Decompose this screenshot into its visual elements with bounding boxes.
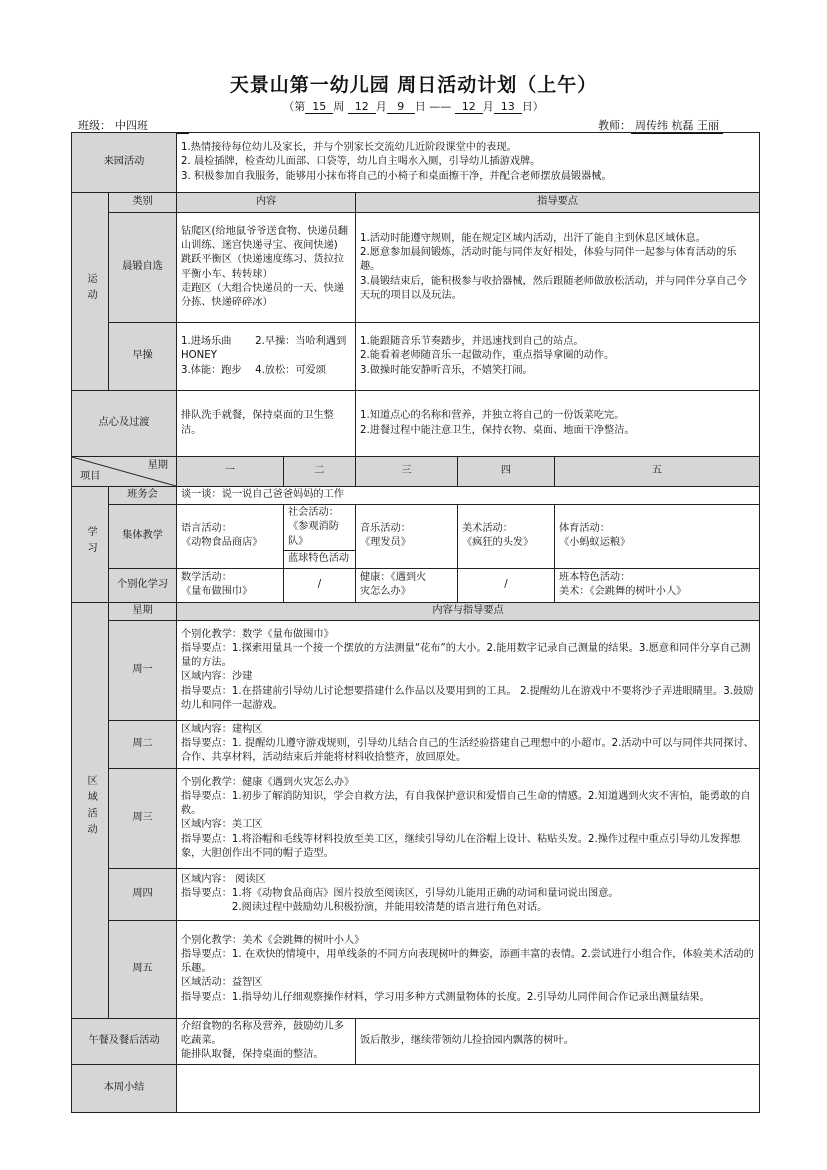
summary-content[interactable]: [177, 1064, 760, 1112]
individual-wed-line: 健康：《遇到火: [360, 572, 427, 584]
page-title: 天景山第一幼儿园 周日活动计划（上午）: [229, 74, 598, 96]
group-fri-line: 《小蚂蚁运粮》: [559, 537, 631, 549]
learning-section-label: [72, 487, 109, 603]
morning-guide-line: 1.活动时能遵守规则，能在规定区域内活动，出汗了能自主到休息区域休息。: [360, 232, 706, 244]
day-header-fri: 五: [555, 457, 760, 487]
individual-wed-line: 灾怎么办》: [360, 586, 411, 598]
arrival-content: [177, 133, 760, 193]
area-row-fri: [72, 920, 760, 1018]
area-line: 指导要点：1.将浴帽和毛线等材料投放至美工区，继续引导幼儿在浴帽上设计、粘贴头发。2.操作过程中重点引导幼儿发挥想象，大胆创作出不同的帽子造型。: [181, 833, 741, 859]
summary-row: [72, 1064, 760, 1112]
morning-content-line: 走跑区（大组合快递员的一天、快递分拣、快递碎碎冰）: [181, 282, 344, 309]
summary-label: 本周小结: [72, 1064, 177, 1112]
period-month-unit-1: 月: [375, 100, 387, 113]
area-line: 指导要点：1.初步了解消防知识，学会自救方法，有自我保护意识和爱惜自己生命的情感。2.知道遇到火灾不害怕，能勇敢的自救。: [181, 790, 751, 817]
area-section-label: [72, 602, 109, 1018]
period-open: （第: [283, 100, 306, 113]
group-wed-line: 音乐活动：: [360, 523, 411, 535]
area-line: 指导要点：1.将《动物食品商店》图片投放至阅读区，引导幼儿能用正确的动词和量词说出图意。: [181, 888, 619, 900]
snack-label: 点心及过渡: [72, 391, 177, 457]
area-content-mon: [177, 620, 760, 720]
day-header-wed: 三: [356, 457, 458, 487]
lunch-line: 能排队取餐，保持桌面的整洁。: [181, 1049, 324, 1061]
class-label: 班级：: [78, 119, 111, 132]
area-content-wed: [177, 768, 760, 868]
content-header: 内容: [177, 193, 356, 213]
corner-top-label: 星期: [147, 460, 168, 471]
morning-content-line: 跳跃平衡区（快递速度练习、货拉拉平衡小车、转转球）: [181, 254, 344, 280]
area-line: 指导要点：1. 在欢快的情境中，用单线条的不同方向表现树叶的舞姿，添画丰富的表情。2.尝试进行小组合作，体验美术活动的乐趣。: [181, 948, 754, 975]
area-line: 个别化教学：美术《会跳舞的树叶小人》: [181, 934, 365, 946]
area-line: 区域内容：建构区: [181, 723, 263, 735]
individual-tue: /: [284, 568, 356, 602]
snack-guide-line: 2.进餐过程中能注意卫生，保持衣物、桌面、地面干净整洁。: [360, 424, 635, 436]
arrival-line: 3. 积极参加自我服务，能够用小抹布将自己的小椅子和桌面擦干净，并配合老师摆放晨锻器械。: [181, 170, 612, 182]
area-line: 2.阅读过程中鼓励幼儿积极扮演，并能用较清楚的语言进行角色对话。: [181, 902, 548, 914]
individual-wed: [356, 568, 458, 602]
area-line: 指导要点：1. 提醒幼儿遵守游戏规则，引导幼儿结合自己的生活经验搭建自己理想中的小超市。2.活动中可以与同伴共同探讨、合作、共享材料，活动结束后并能将材料收拾整齐，放回原处。: [181, 738, 754, 764]
area-row-mon: [72, 620, 760, 720]
day-header-mon: 一: [177, 457, 284, 487]
area-day-thu: 周四: [109, 868, 177, 920]
end-month: 12: [455, 100, 483, 114]
day-header-tue: 二: [284, 457, 356, 487]
week-period: [0, 98, 827, 114]
period-day-unit-2: 日）: [521, 100, 544, 113]
group-tue-line: 《参观消防队》: [288, 521, 339, 547]
start-month: 12: [348, 100, 376, 114]
snack-guide-line: 1.知道点心的名称和营养，并独立将自己的一份饭菜吃完。: [360, 410, 625, 422]
corner-header: [72, 457, 177, 487]
area-line: 区域活动：益智区: [181, 977, 263, 989]
category-header: 类别: [109, 193, 177, 213]
area-line: 区域内容： 阅读区: [181, 873, 266, 885]
area-header-row: [72, 602, 760, 620]
morning-content-line: 钻爬区(给地鼠爷爷送食物、快递员翻山训练、迷宫快递寻宝、夜间快递): [181, 225, 348, 251]
group-mon-line: 《动物食品商店》: [181, 537, 263, 549]
arrival-label: 来园活动: [72, 133, 177, 193]
arrival-line: 1.热情接待每位幼儿及家长，并与个别家长交流幼儿近阶段课堂中的表现。: [181, 142, 517, 154]
group-mon-line: 语言活动：: [181, 523, 232, 535]
area-row-wed: [72, 768, 760, 868]
activity-plan-table: [71, 132, 760, 1113]
morning-exercise-row: [72, 213, 760, 323]
area-day-mon: 周一: [109, 620, 177, 720]
group-thu-line: 《疯狂的头发》: [462, 537, 534, 549]
class-value: 中四班: [111, 117, 189, 134]
group-wed: [356, 505, 458, 569]
morning-exercise-label: 晨锻自选: [109, 213, 177, 323]
class-meeting-label: 班务会: [109, 487, 177, 505]
drill-guide-line: 3.做操时能安静听音乐，不嬉笑打闹。: [360, 364, 533, 376]
snack-content: 排队洗手就餐，保持桌面的卫生整洁。: [177, 391, 356, 457]
area-line: 区域内容：美工区: [181, 819, 263, 831]
individual-fri: [555, 568, 760, 602]
exercise-section-text: 运动: [85, 272, 97, 306]
day-header-thu: 四: [458, 457, 555, 487]
area-line: 指导要点：1.在搭建前引导幼儿讨论想要搭建什么作品以及要用到的工具。 2.提醒幼儿在游戏中不要将沙子弄进眼睛里。3.鼓励幼儿和同伴一起游戏。: [181, 685, 754, 711]
drill-guide-line: 1.能跟随音乐节奏踏步，并迅速找到自己的站点。: [360, 336, 584, 348]
group-fri-line: 体育活动：: [559, 523, 610, 535]
teacher-label: 教师：: [598, 119, 631, 132]
week-number: 15: [305, 100, 333, 114]
group-teaching-label: 集体教学: [109, 505, 177, 569]
individual-mon-line: 数学活动：: [181, 572, 232, 584]
group-wed-line: 《理发员》: [360, 537, 411, 549]
group-teaching-row-top: [72, 505, 760, 551]
lunch-after: 饭后散步，继续带领幼儿捡拾园内飘落的树叶。: [356, 1018, 760, 1064]
morning-guide-line: 2.愿意参加晨间锻炼，活动时能与同伴友好相处，体验与同伴一起参与体育活动的乐趣。: [360, 247, 737, 273]
lunch-line: 介绍食物的名称及营养，鼓励幼儿多吃蔬菜。: [181, 1020, 344, 1047]
period-day-unit-1: 日 ——: [414, 100, 452, 113]
week-header-row: [72, 457, 760, 487]
start-day: 9: [387, 100, 415, 114]
period-month-unit-2: 月: [482, 100, 494, 113]
group-thu: [458, 505, 555, 569]
individual-fri-line: 班本特色活动：: [559, 572, 631, 584]
area-day-header: 星期: [109, 602, 177, 620]
exercise-header-row: [72, 193, 760, 213]
area-content-thu: [177, 868, 760, 920]
drill-guide-line: 2.能看着老师随音乐一起做动作，重点指导拿圈的动作。: [360, 350, 615, 362]
group-thu-line: 美术活动：: [462, 523, 513, 535]
lunch-label: 午餐及餐后活动: [72, 1018, 177, 1064]
morning-exercise-content: [177, 213, 356, 323]
morning-drill-content: [177, 323, 356, 391]
lunch-row: [72, 1018, 760, 1064]
area-line: 个别化教学：健康《遇到火灾怎么办》: [181, 776, 355, 788]
class-meeting-row: [72, 487, 760, 505]
morning-drill-label: 早操: [109, 323, 177, 391]
area-content-tue: [177, 720, 760, 768]
area-day-tue: 周二: [109, 720, 177, 768]
snack-row: [72, 391, 760, 457]
learning-section-text: 学习: [85, 525, 97, 558]
area-row-tue: [72, 720, 760, 768]
area-line: 指导要点：1.探索用量具一个接一个摆放的方法测量“花布”的大小。2.能用数字记录自己测量的结果。3.愿意和同伴分享自己测量的方法。: [181, 642, 751, 669]
drill-content-line: 1.进场乐曲 2.早操：当哈利遇到HONEY: [181, 336, 347, 362]
area-content-fri: [177, 920, 760, 1018]
area-day-wed: 周三: [109, 768, 177, 868]
period-week-unit: 周: [333, 100, 345, 113]
morning-exercise-guide: [356, 213, 760, 323]
individual-mon-line: 《量布做围巾》: [181, 586, 253, 598]
area-content-header: 内容与指导要点: [177, 602, 760, 620]
individual-learning-row: [72, 568, 760, 602]
snack-guide: [356, 391, 760, 457]
class-meeting-content: 谈一谈：说一说自己爸爸妈妈的工作: [177, 487, 760, 505]
morning-drill-row: [72, 323, 760, 391]
arrival-row: [72, 133, 760, 193]
drill-content-line: 3.体能：跑步 4.放松：可爱颂: [181, 364, 326, 376]
morning-guide-line: 3.晨锻结束后，能积极参与收拾器械，然后跟随老师做放松活动，并与同伴分享自己今天玩的项目以及玩法。: [360, 275, 747, 301]
corner-bottom-label: 项目: [80, 470, 101, 482]
area-line: 个别化教学：数学《量布做围巾》: [181, 628, 334, 640]
group-tue-bottom: 蓝球特色活动: [284, 550, 356, 568]
individual-mon: [177, 568, 284, 602]
individual-learning-label: 个别化学习: [109, 568, 177, 602]
area-line: 区域内容：沙建: [181, 671, 253, 683]
exercise-section-label: [72, 193, 109, 391]
morning-drill-guide: [356, 323, 760, 391]
area-section-text: 区域活动: [85, 775, 97, 841]
teacher-value: 周传纬 杭磊 王丽: [631, 117, 723, 134]
individual-thu: /: [458, 568, 555, 602]
area-row-thu: [72, 868, 760, 920]
guide-header: 指导要点: [356, 193, 760, 213]
lunch-content: [177, 1018, 356, 1064]
area-line: 指导要点：1.指导幼儿仔细观察操作材料，学习用多种方式测量物体的长度。2.引导幼儿同伴间合作记录出测量结果。: [181, 991, 710, 1003]
individual-fri-line: 美术：《会跳舞的树叶小人》: [559, 586, 687, 598]
group-mon: [177, 505, 284, 569]
group-tue-line: 社会活动：: [288, 507, 339, 518]
group-fri: [555, 505, 760, 569]
arrival-line: 2. 晨检插牌，检查幼儿面部、口袋等，幼儿自主喝水入厕，引导幼儿插游戏牌。: [181, 156, 541, 168]
group-tue-top: [284, 505, 356, 551]
area-day-fri: 周五: [109, 920, 177, 1018]
end-day: 13: [494, 100, 522, 114]
